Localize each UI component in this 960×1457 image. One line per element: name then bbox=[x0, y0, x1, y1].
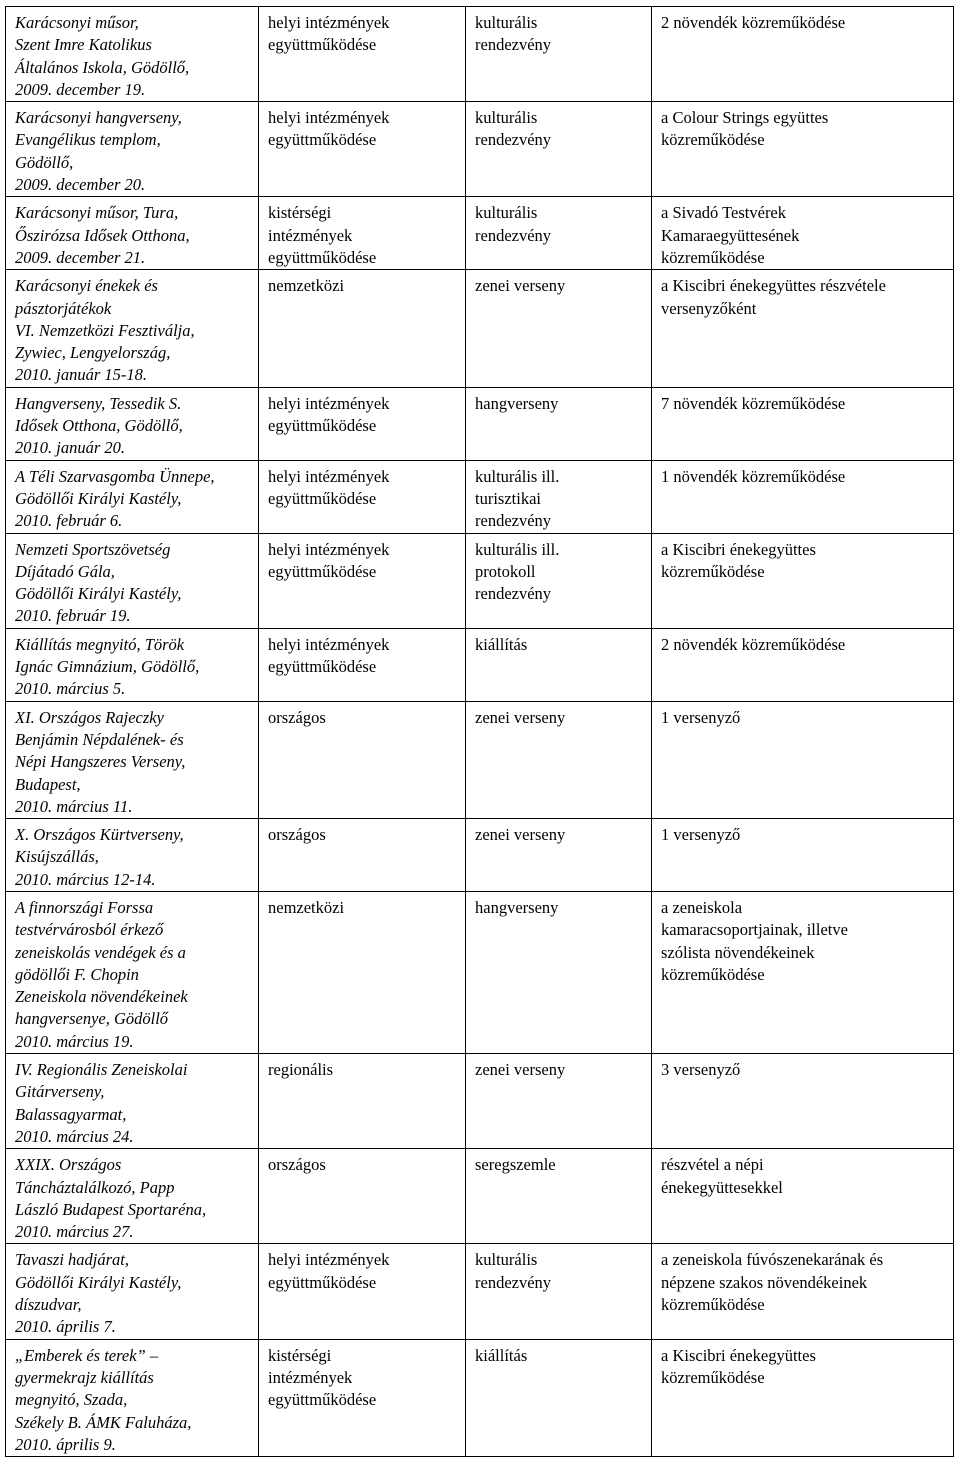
type-cell bbox=[466, 701, 652, 818]
level-cell bbox=[259, 460, 466, 533]
participation-cell-line: 1 versenyző bbox=[661, 825, 741, 845]
participation-cell-line: részvétel a népi bbox=[661, 1155, 764, 1175]
level-cell-line: helyi intézmények bbox=[268, 108, 390, 128]
type-cell-line: zenei verseny bbox=[475, 1060, 566, 1080]
participation-cell-line: 1 versenyző bbox=[661, 707, 741, 727]
type-cell bbox=[466, 1339, 652, 1456]
event-cell-line: Karácsonyi műsor, Tura, bbox=[15, 203, 179, 223]
type-cell-line: rendezvény bbox=[475, 130, 552, 150]
type-cell-line: protokoll bbox=[475, 561, 536, 581]
event-cell-line: Karácsonyi műsor, bbox=[15, 13, 139, 32]
event-cell-line: A Téli Szarvasgomba Ünnepe, bbox=[15, 466, 215, 486]
level-cell-line: együttműködése bbox=[268, 130, 377, 150]
participation-cell bbox=[652, 270, 954, 387]
level-cell-line: együttműködése bbox=[268, 247, 377, 267]
level-cell-line: intézmények bbox=[268, 1367, 353, 1387]
participation-cell-line: a Kiscibri énekegyüttes bbox=[661, 1345, 816, 1365]
event-cell bbox=[6, 102, 259, 197]
event-cell-line: 2010. április 9. bbox=[15, 1434, 116, 1454]
participation-cell-line: versenyzőként bbox=[661, 298, 757, 318]
participation-cell-line: közreműködése bbox=[661, 1367, 765, 1387]
participation-cell bbox=[652, 1244, 954, 1339]
table-row bbox=[6, 533, 954, 628]
level-cell bbox=[259, 819, 466, 892]
event-cell bbox=[6, 1244, 259, 1339]
type-cell bbox=[466, 1244, 652, 1339]
event-cell bbox=[6, 701, 259, 818]
participation-cell bbox=[652, 1054, 954, 1149]
level-cell bbox=[259, 1339, 466, 1456]
event-cell-line: Szent Imre Katolikus bbox=[15, 35, 152, 55]
participation-cell bbox=[652, 533, 954, 628]
participation-cell-line: közreműködése bbox=[661, 247, 765, 267]
event-cell-line: Tavaszi hadjárat, bbox=[15, 1250, 130, 1270]
participation-cell-line: 7 növendék közreműködése bbox=[661, 393, 846, 413]
event-cell-line: Ignác Gimnázium, Gödöllő, bbox=[15, 657, 200, 677]
event-cell-line: díszudvar, bbox=[15, 1295, 82, 1315]
type-cell-line: kulturális bbox=[475, 13, 538, 32]
level-cell-line: országos bbox=[268, 707, 326, 727]
event-cell bbox=[6, 1339, 259, 1456]
event-cell-line: gyermekrajz kiállítás bbox=[15, 1367, 154, 1387]
participation-cell-line: népzene szakos növendékeinek bbox=[661, 1272, 868, 1292]
type-cell-line: rendezvény bbox=[475, 1272, 552, 1292]
event-cell bbox=[6, 819, 259, 892]
level-cell-line: együttműködése bbox=[268, 1390, 377, 1410]
type-cell-line: hangverseny bbox=[475, 897, 559, 917]
event-cell-line: Gödöllői Királyi Kastély, bbox=[15, 1272, 182, 1292]
table-row bbox=[6, 1054, 954, 1149]
event-cell-line: 2009. december 21. bbox=[15, 247, 146, 267]
table-row bbox=[6, 1244, 954, 1339]
event-cell-line: Gödöllő, bbox=[15, 152, 74, 172]
event-cell-line: Díjátadó Gála, bbox=[15, 561, 115, 581]
level-cell bbox=[259, 1244, 466, 1339]
type-cell-line: kulturális bbox=[475, 203, 538, 223]
event-cell bbox=[6, 628, 259, 701]
event-cell bbox=[6, 891, 259, 1053]
level-cell-line: együttműködése bbox=[268, 657, 377, 677]
type-cell bbox=[466, 270, 652, 387]
event-cell-line: Őszirózsa Idősek Otthona, bbox=[15, 225, 190, 245]
event-cell-line: 2010. március 19. bbox=[15, 1031, 134, 1051]
type-cell bbox=[466, 197, 652, 270]
level-cell-line: kistérségi bbox=[268, 1345, 332, 1365]
event-cell-line: 2010. március 5. bbox=[15, 679, 126, 699]
event-cell-line: megnyitó, Szada, bbox=[15, 1390, 128, 1410]
event-cell-line: Kiállítás megnyitó, Török bbox=[15, 634, 185, 654]
event-cell bbox=[6, 1149, 259, 1244]
event-cell bbox=[6, 387, 259, 460]
event-cell-line: Gödöllői Királyi Kastély, bbox=[15, 584, 182, 604]
level-cell bbox=[259, 1054, 466, 1149]
event-cell-line: XXIX. Országos bbox=[15, 1155, 122, 1175]
table-row bbox=[6, 102, 954, 197]
participation-cell-line: a Kiscibri énekegyüttes részvétele bbox=[661, 276, 886, 296]
participation-cell-line: 3 versenyző bbox=[661, 1060, 741, 1080]
level-cell bbox=[259, 701, 466, 818]
event-cell-line: „Emberek és terek” – bbox=[15, 1345, 159, 1365]
participation-cell bbox=[652, 1339, 954, 1456]
event-cell-line: Gödöllői Királyi Kastély, bbox=[15, 488, 182, 508]
level-cell bbox=[259, 1149, 466, 1244]
level-cell-line: helyi intézmények bbox=[268, 13, 390, 32]
level-cell-line: kistérségi bbox=[268, 203, 332, 223]
event-cell-line: Hangverseny, Tessedik S. bbox=[15, 393, 182, 413]
level-cell-line: együttműködése bbox=[268, 488, 377, 508]
level-cell bbox=[259, 387, 466, 460]
event-cell-line: Karácsonyi hangverseny, bbox=[15, 108, 182, 128]
table-row bbox=[6, 628, 954, 701]
type-cell-line: zenei verseny bbox=[475, 707, 566, 727]
event-cell-line: László Budapest Sportaréna, bbox=[15, 1199, 207, 1219]
level-cell-line: együttműködése bbox=[268, 561, 377, 581]
event-cell-line: Nemzeti Sportszövetség bbox=[15, 539, 171, 559]
participation-cell bbox=[652, 891, 954, 1053]
level-cell bbox=[259, 891, 466, 1053]
participation-cell bbox=[652, 819, 954, 892]
type-cell bbox=[466, 819, 652, 892]
events-table bbox=[5, 6, 954, 1457]
event-cell-line: Benjámin Népdalének- és bbox=[15, 729, 184, 749]
table-row bbox=[6, 197, 954, 270]
level-cell bbox=[259, 102, 466, 197]
event-cell-line: Zywiec, Lengyelország, bbox=[15, 343, 171, 363]
event-cell-line: pásztorjátékok bbox=[15, 298, 112, 318]
event-cell-line: 2010. január 15-18. bbox=[15, 365, 147, 385]
event-cell bbox=[6, 7, 259, 102]
level-cell-line: együttműködése bbox=[268, 416, 377, 436]
level-cell-line: regionális bbox=[268, 1060, 334, 1080]
event-cell-line: 2010. február 6. bbox=[15, 511, 123, 531]
event-cell-line: hangversenye, Gödöllő bbox=[15, 1009, 169, 1029]
level-cell-line: nemzetközi bbox=[268, 276, 345, 296]
participation-cell-line: 1 növendék közreműködése bbox=[661, 466, 846, 486]
event-cell-line: XI. Országos Rajeczky bbox=[15, 707, 164, 727]
type-cell-line: rendezvény bbox=[475, 35, 552, 55]
type-cell-line: seregszemle bbox=[475, 1155, 556, 1175]
type-cell-line: kulturális bbox=[475, 1250, 538, 1270]
event-cell-line: X. Országos Kürtverseny, bbox=[15, 825, 184, 845]
type-cell-line: kiállítás bbox=[475, 1345, 528, 1365]
level-cell bbox=[259, 270, 466, 387]
event-cell-line: Budapest, bbox=[15, 774, 81, 794]
participation-cell bbox=[652, 197, 954, 270]
event-cell-line: Gitárverseny, bbox=[15, 1082, 105, 1102]
level-cell bbox=[259, 197, 466, 270]
level-cell-line: országos bbox=[268, 1155, 326, 1175]
level-cell bbox=[259, 628, 466, 701]
participation-cell-line: Kamaraegyüttesének bbox=[661, 225, 800, 245]
level-cell-line: nemzetközi bbox=[268, 897, 345, 917]
event-cell-line: Balassagyarmat, bbox=[15, 1104, 127, 1124]
level-cell-line: országos bbox=[268, 825, 326, 845]
level-cell bbox=[259, 7, 466, 102]
table-row bbox=[6, 1339, 954, 1456]
event-cell-line: VI. Nemzetközi Fesztiválja, bbox=[15, 320, 195, 340]
event-cell-line: Zeneiskola növendékeinek bbox=[15, 987, 188, 1007]
event-cell-line: 2009. december 20. bbox=[15, 175, 146, 195]
type-cell bbox=[466, 533, 652, 628]
level-cell-line: helyi intézmények bbox=[268, 393, 390, 413]
event-cell-line: 2010. március 27. bbox=[15, 1222, 134, 1242]
events-table-body bbox=[6, 7, 954, 1457]
participation-cell-line: közreműködése bbox=[661, 1295, 765, 1315]
event-cell bbox=[6, 533, 259, 628]
type-cell-line: zenei verseny bbox=[475, 276, 566, 296]
event-cell bbox=[6, 1054, 259, 1149]
type-cell-line: rendezvény bbox=[475, 225, 552, 245]
type-cell bbox=[466, 891, 652, 1053]
participation-cell-line: közreműködése bbox=[661, 130, 765, 150]
participation-cell bbox=[652, 701, 954, 818]
level-cell-line: helyi intézmények bbox=[268, 466, 390, 486]
participation-cell-line: 2 növendék közreműködése bbox=[661, 634, 846, 654]
participation-cell-line: 2 növendék közreműködése bbox=[661, 13, 846, 32]
level-cell-line: helyi intézmények bbox=[268, 539, 390, 559]
participation-cell bbox=[652, 387, 954, 460]
type-cell-line: kulturális ill. bbox=[475, 539, 560, 559]
event-cell-line: Általános Iskola, Gödöllő, bbox=[15, 57, 190, 77]
participation-cell bbox=[652, 628, 954, 701]
table-row bbox=[6, 819, 954, 892]
event-cell-line: A finnországi Forssa bbox=[15, 897, 154, 917]
level-cell-line: helyi intézmények bbox=[268, 634, 390, 654]
event-cell-line: 2010. április 7. bbox=[15, 1317, 116, 1337]
type-cell-line: zenei verseny bbox=[475, 825, 566, 845]
type-cell bbox=[466, 387, 652, 460]
table-row bbox=[6, 891, 954, 1053]
level-cell-line: intézmények bbox=[268, 225, 353, 245]
event-cell-line: 2010. január 20. bbox=[15, 438, 126, 458]
event-cell-line: 2010. március 24. bbox=[15, 1126, 134, 1146]
level-cell bbox=[259, 533, 466, 628]
table-row bbox=[6, 1149, 954, 1244]
event-cell-line: Evangélikus templom, bbox=[15, 130, 161, 150]
type-cell bbox=[466, 7, 652, 102]
event-cell-line: 2010. március 11. bbox=[15, 796, 133, 816]
event-cell-line: 2009. december 19. bbox=[15, 79, 146, 99]
participation-cell-line: közreműködése bbox=[661, 561, 765, 581]
event-cell-line: testvérvárosból érkező bbox=[15, 920, 164, 940]
table-row bbox=[6, 460, 954, 533]
event-cell-line: 2010. február 19. bbox=[15, 606, 131, 626]
event-cell bbox=[6, 460, 259, 533]
type-cell-line: rendezvény bbox=[475, 584, 552, 604]
type-cell bbox=[466, 628, 652, 701]
type-cell-line: rendezvény bbox=[475, 511, 552, 531]
event-cell-line: 2010. március 12-14. bbox=[15, 869, 156, 889]
participation-cell-line: énekegyüttesekkel bbox=[661, 1177, 783, 1197]
event-cell-line: gödöllői F. Chopin bbox=[15, 964, 139, 984]
type-cell bbox=[466, 460, 652, 533]
type-cell bbox=[466, 102, 652, 197]
event-cell-line: Székely B. ÁMK Faluháza, bbox=[15, 1412, 192, 1432]
participation-cell-line: a Colour Strings együttes bbox=[661, 108, 829, 128]
table-row bbox=[6, 270, 954, 387]
event-cell-line: Karácsonyi énekek és bbox=[15, 276, 158, 296]
participation-cell-line: szólista növendékeinek bbox=[661, 942, 815, 962]
type-cell-line: turisztikai bbox=[475, 488, 541, 508]
type-cell bbox=[466, 1054, 652, 1149]
level-cell-line: együttműködése bbox=[268, 1272, 377, 1292]
table-row bbox=[6, 701, 954, 818]
participation-cell-line: a Kiscibri énekegyüttes bbox=[661, 539, 816, 559]
participation-cell bbox=[652, 460, 954, 533]
level-cell-line: együttműködése bbox=[268, 35, 377, 55]
type-cell-line: hangverseny bbox=[475, 393, 559, 413]
event-cell-line: Idősek Otthona, Gödöllő, bbox=[15, 416, 183, 436]
type-cell-line: kulturális bbox=[475, 108, 538, 128]
event-cell-line: Népi Hangszeres Verseny, bbox=[15, 752, 186, 772]
participation-cell-line: a Sivadó Testvérek bbox=[661, 203, 787, 223]
participation-cell-line: a zeneiskola fúvószenekarának és bbox=[661, 1250, 884, 1270]
event-cell bbox=[6, 270, 259, 387]
table-row bbox=[6, 7, 954, 102]
participation-cell-line: a zeneiskola bbox=[661, 897, 743, 917]
participation-cell-line: kamaracsoportjainak, illetve bbox=[661, 920, 848, 940]
type-cell-line: kulturális ill. bbox=[475, 466, 560, 486]
event-cell-line: Táncháztalálkozó, Papp bbox=[15, 1177, 175, 1197]
participation-cell-line: közreműködése bbox=[661, 964, 765, 984]
level-cell-line: helyi intézmények bbox=[268, 1250, 390, 1270]
event-cell-line: IV. Regionális Zeneiskolai bbox=[15, 1060, 188, 1080]
type-cell-line: kiállítás bbox=[475, 634, 528, 654]
event-cell bbox=[6, 197, 259, 270]
participation-cell bbox=[652, 102, 954, 197]
participation-cell bbox=[652, 1149, 954, 1244]
type-cell bbox=[466, 1149, 652, 1244]
event-cell-line: zeneiskolás vendégek és a bbox=[15, 942, 186, 962]
table-row bbox=[6, 387, 954, 460]
participation-cell bbox=[652, 7, 954, 102]
event-cell-line: Kisújszállás, bbox=[15, 847, 99, 867]
